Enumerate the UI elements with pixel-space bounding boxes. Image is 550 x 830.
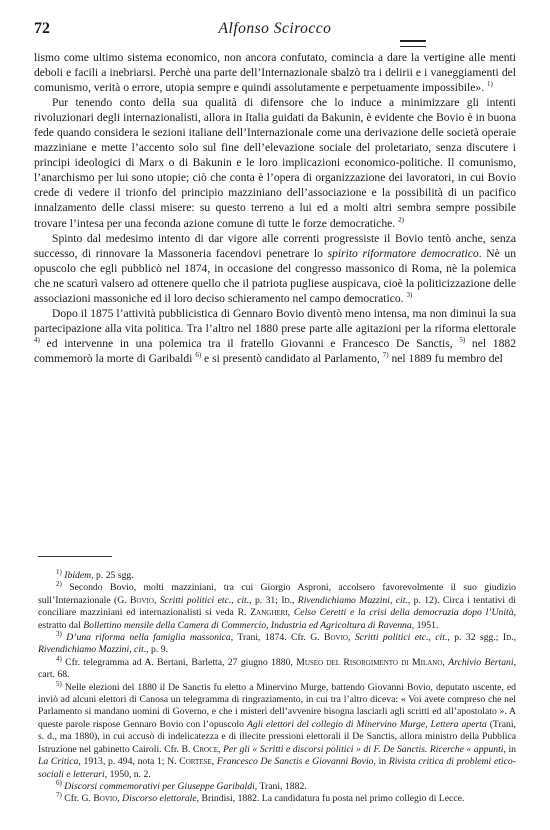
text-run: , 1913, p. 494, nota 1; N. xyxy=(78,756,180,768)
text-run: , xyxy=(348,632,355,644)
footnote xyxy=(38,778,516,793)
text-run: Dopo il 1875 l’attività pubblicistica di Gennaro Bovio diventò meno intensa, ma non diminuì la sua partecipazione alla vita politica. Tra l’altro nel 1880 prese parte alle agitazioni per la riforma elettorale xyxy=(34,306,516,335)
text-run: , xyxy=(218,743,224,755)
text-run: , xyxy=(117,793,123,805)
text-run: Nelle elezioni del 1880 il De Sanctis fu eletto a Minervino Murge, battendo Giovanni Bovio, deputato uscente, ed inviò ad alcuni elettori di Canosa un telegramma di ringraziamento, in cui tra l’altro diceva: « Voi avete compreso che nel Parlamento si mandano uomini di Governo, e che i misteri dell’avvenire bisogna lasciarli agli scritti ed all’apostolato ». A queste parole rispose Gennaro Bovio con l’opuscolo xyxy=(38,681,516,730)
text-run: e si presentò candidato al Parlamento, xyxy=(201,351,383,365)
text-run: , xyxy=(153,594,160,606)
text-run: , xyxy=(287,607,294,619)
footnote-ref: 1) xyxy=(487,80,493,89)
paragraph xyxy=(34,50,516,95)
footnote xyxy=(38,582,516,632)
footnote-ref: 5) xyxy=(56,679,62,688)
text-run: , p. 31; xyxy=(249,594,282,606)
page-number: 72 xyxy=(34,20,50,37)
footnotes xyxy=(38,567,517,806)
italic-text: Francesco De Sanctis e Giovanni Bovio xyxy=(216,756,374,768)
footnote-ref: 6) xyxy=(195,351,202,360)
footnote xyxy=(38,567,516,582)
footnote-ref: 6) xyxy=(56,778,62,787)
italic-text: Discorsi commemorativi per Giuseppe Garibaldi xyxy=(64,780,255,792)
text-run: Secondo Bovio, molti mazziniani, tra cui Giorgio Asproni, accolsero favorevolmente il suo giudizio sull’Internazionale (G. xyxy=(38,582,516,606)
italic-text: Rivendichiamo Mazzini, cit. xyxy=(38,644,147,656)
small-caps-text: Bovio xyxy=(129,594,154,606)
footnote-ref: 3) xyxy=(56,629,62,638)
text-run: , xyxy=(292,594,298,606)
text-run: , p. 9. xyxy=(146,644,168,656)
header-ornament xyxy=(400,40,426,47)
italic-text: spirito riformatore democratico xyxy=(327,246,479,260)
italic-text: Scritti politici etc., cit. xyxy=(159,594,250,606)
text-run: , xyxy=(513,632,517,644)
text-run: , 1951. xyxy=(411,619,439,631)
small-caps-text: Id. xyxy=(502,632,514,644)
footnote-ref: 4) xyxy=(56,654,62,663)
italic-text: Ibidem xyxy=(64,570,92,581)
text-run: , Trani, 1882. xyxy=(254,780,307,792)
text-run: (Trani, s. d., ma 1880), in cui accusò di indelicatezza e di illecite pressioni elettorali il De Sanctis, allora ministro della Pubblica Istruzione nel gabinetto Cairoli. Cfr. B. xyxy=(38,718,516,755)
text-run: , xyxy=(211,756,217,768)
italic-text: La Critica xyxy=(38,756,79,768)
italic-text: Rivista critica di problemi etico-sociali e letterari xyxy=(38,756,516,780)
footnote-separator xyxy=(38,556,112,557)
page-header xyxy=(34,20,516,40)
footnote-ref: 7) xyxy=(382,351,389,360)
italic-text: Discorso elettorale xyxy=(122,793,197,805)
italic-text: Archivio Bertani xyxy=(448,656,514,668)
text-run: , p. 25 sgg. xyxy=(91,570,134,581)
small-caps-text: Cortese xyxy=(179,756,212,768)
text-run: , Brindisi, 1882. La candidatura fu posta nel primo collegio di Lecce. xyxy=(196,793,465,805)
text-run: , p. 12). Circa i tentativi di conciliare mazziniani ed internazionalisti si veda R. xyxy=(38,594,516,619)
italic-text: Rivendichiamo Mazzini, cit. xyxy=(297,594,408,606)
text-run: . Nè un opuscolo che egli pubblicò nel 1874, in occasione del congresso massonico di Roma, nè la polemica che ne scaturì valsero ad ottenere quello che il patriota pugliese auspicava, cioè la politicizzazione delle associazioni massoniche ed il loro deciso schieramento nel campo democratico. xyxy=(34,246,516,305)
footnote-ref: 7) xyxy=(56,791,62,800)
text-run: , estratto dal xyxy=(38,607,516,631)
paragraph xyxy=(34,95,516,230)
text-run: Cfr. telegramma ad A. Bertani, Barletta, 27 giugno 1880, xyxy=(61,656,297,668)
footnote-ref: 4) xyxy=(34,336,40,345)
text-run: , Trani, 1874. Cfr. G. xyxy=(230,632,325,644)
footnote-ref: 2) xyxy=(56,580,62,589)
footnote-ref: 3) xyxy=(406,290,413,299)
small-caps-text: Id. xyxy=(281,594,293,606)
text-run: , in xyxy=(373,756,389,768)
small-caps-text: Bovio xyxy=(324,632,348,644)
text-run: , p. 32 sgg.; xyxy=(447,632,503,644)
small-caps-text: Bovio xyxy=(93,793,118,805)
text-run: , 1950, n. 2. xyxy=(104,768,151,780)
text-run: lismo come ultimo sistema economico, non ancora confutato, comincia a dare la vertigine alle menti deboli e facili a inebriarsi. Perchè una parte dell’Internazionale sbalzò tra i delirii e i vaneggiamenti del comunismo, verità o errore, utopia sempre e quindi assolutamente e perpetuamente impossibile». xyxy=(34,51,516,95)
text-run: ed intervenne in una polemica tra il fratello Giovanni e Francesco De Sanctis, xyxy=(39,336,460,350)
text-run: nel 1882 commemorò la morte di Garibaldi xyxy=(34,336,516,365)
text-run: Cfr. G. xyxy=(61,793,94,805)
text-run: , xyxy=(442,656,449,668)
footnote xyxy=(38,629,517,657)
text-run: Spinto dal medesimo intento di dar vigore alle correnti progressiste il Bovio tentò anche, senza successo, di rinnovare la Massoneria facendovi penetrare lo xyxy=(34,231,516,260)
small-caps-text: Zangheri xyxy=(250,607,288,619)
footnote-ref: 2) xyxy=(398,215,404,224)
text-run: , in xyxy=(503,743,516,755)
paragraph xyxy=(34,306,516,366)
italic-text: D’una riforma nella famiglia massonica xyxy=(66,632,231,644)
italic-text: Scritti politici etc., cit. xyxy=(354,632,448,644)
footnote xyxy=(38,793,516,805)
footnote-ref: 1) xyxy=(56,567,62,576)
italic-text: Celso Ceretti e la crisi della democrazia dopo l’Unità xyxy=(293,607,514,619)
running-title: Alfonso Scirocco xyxy=(218,20,332,37)
small-caps-text: Croce xyxy=(192,743,219,755)
footnote-ref: 5) xyxy=(459,336,466,345)
small-caps-text: Museo del Risorgimento di Milano xyxy=(296,656,443,668)
italic-text: Per gli « Scritti e discorsi politici » di F. De Sanctis. Ricerche « appunti xyxy=(223,743,504,755)
footnote xyxy=(38,679,516,781)
italic-text: Bollettino mensile della Camera di Commercio, Industria ed Agricoltura di Ravenna xyxy=(83,619,412,631)
text-run: Pur tenendo conto della sua qualità di difensore che lo induce a minimizzare gli intenti rivoluzionari degli internazionalisti, allora in Italia guidati da Bakunin, è evidente che Bovio è in buona fede quando considera le sezioni italiane dell’Internazionale come una derivazione delle società operaie mazziniane e mette l’accento solo sul fine dell’elevazione sociale del proletariato, senza discutere i principi ideologici di Marx o di Bakunin e le loro implicazioni economico-politiche. Il comunismo, l’anarchismo per lui sono utopie; ciò che conta è l’opera di organizzazione dei lavoratori, in cui Bovio crede di vedere il trionfo del principio mazziniano dell’associazione e la possibilità di un pacifico innalzamento delle classi misere: su questo terreno a lui ed a molti altri sembra sempre possibile trovare l’intesa per una feconda azione comune di tutte le forze democratiche. xyxy=(34,96,516,230)
paragraph xyxy=(34,231,516,306)
text-run: nel 1889 fu membro del xyxy=(388,351,503,365)
footnote xyxy=(38,654,517,682)
main-text xyxy=(34,50,516,366)
text-run: , cart. 68. xyxy=(38,656,517,681)
italic-text: Agli elettori del collegio di Minervino Murge, Lettera aperta xyxy=(246,718,487,730)
